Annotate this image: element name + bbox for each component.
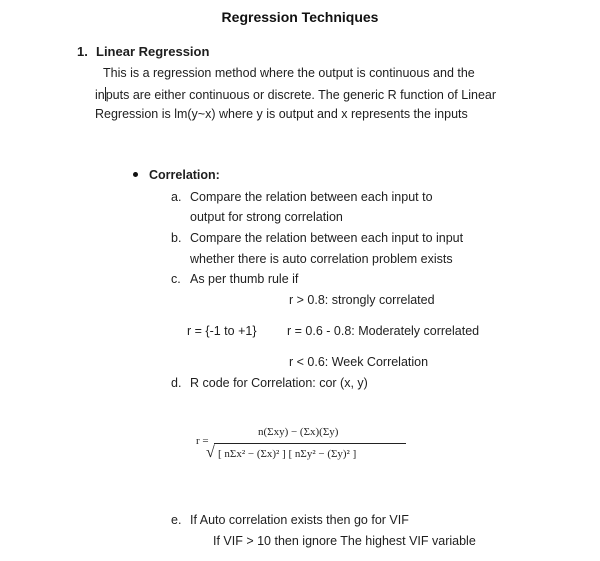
- list-item-b-continuation: whether there is auto correlation problem exists: [190, 252, 453, 266]
- rule-weak: r < 0.6: Week Correlation: [289, 355, 429, 369]
- section-heading-text: Linear Regression: [96, 44, 210, 59]
- list-item-c: [171, 272, 298, 286]
- formula-lhs: r =: [196, 435, 209, 447]
- list-marker: c.: [171, 272, 181, 286]
- paragraph-line-1: This is a regression method where the output is continuous and the: [103, 66, 475, 80]
- list-item-b: [171, 231, 463, 245]
- document-title: Regression Techniques: [221, 9, 379, 25]
- fraction-bar: [214, 443, 406, 444]
- paragraph-line-2-start: in: [95, 88, 105, 102]
- list-item-text: Compare the relation between each input to: [190, 190, 433, 204]
- formula-denominator: [ nΣx² − (Σx)² ] [ nΣy² − (Σy)² ]: [218, 448, 357, 460]
- list-item-e: [171, 513, 409, 527]
- rule-strong: r > 0.8: strongly correlated: [289, 293, 435, 307]
- rule-moderate: r = 0.6 - 0.8: Moderately correlated: [287, 324, 480, 338]
- list-item-text: Compare the relation between each input to input: [190, 231, 464, 245]
- list-item-a-continuation: output for strong correlation: [190, 210, 343, 224]
- list-item-e-continuation: If VIF > 10 then ignore The highest VIF variable: [213, 534, 476, 548]
- list-item-text: If Auto correlation exists then go for VIF: [190, 513, 409, 527]
- paragraph-line-2-rest: puts are either continuous or discrete. The generic R function of Linear: [105, 88, 497, 102]
- formula-numerator: n(Σxy) − (Σx)(Σy): [258, 426, 339, 438]
- list-item-text: As per thumb rule if: [190, 272, 299, 286]
- correlation-formula: [196, 426, 416, 468]
- rule-range: r = {-1 to +1}: [187, 324, 257, 338]
- list-marker: e.: [171, 513, 182, 527]
- section-heading: [77, 44, 209, 59]
- paragraph-line-3: Regression is lm(y~x) where y is output and x represents the inputs: [95, 107, 468, 121]
- list-marker: b.: [171, 231, 182, 245]
- sqrt-icon: √: [206, 444, 215, 461]
- section-number: 1.: [77, 44, 88, 59]
- list-marker: d.: [171, 376, 182, 390]
- bullet-dot-icon: [133, 172, 138, 177]
- bullet-correlation: [133, 168, 220, 182]
- bullet-label: Correlation:: [149, 168, 220, 182]
- list-item-text: R code for Correlation: cor (x, y): [190, 376, 368, 390]
- list-item-a: [171, 190, 433, 204]
- paragraph-line-2: [95, 87, 496, 102]
- list-marker: a.: [171, 190, 182, 204]
- list-item-d: [171, 376, 368, 390]
